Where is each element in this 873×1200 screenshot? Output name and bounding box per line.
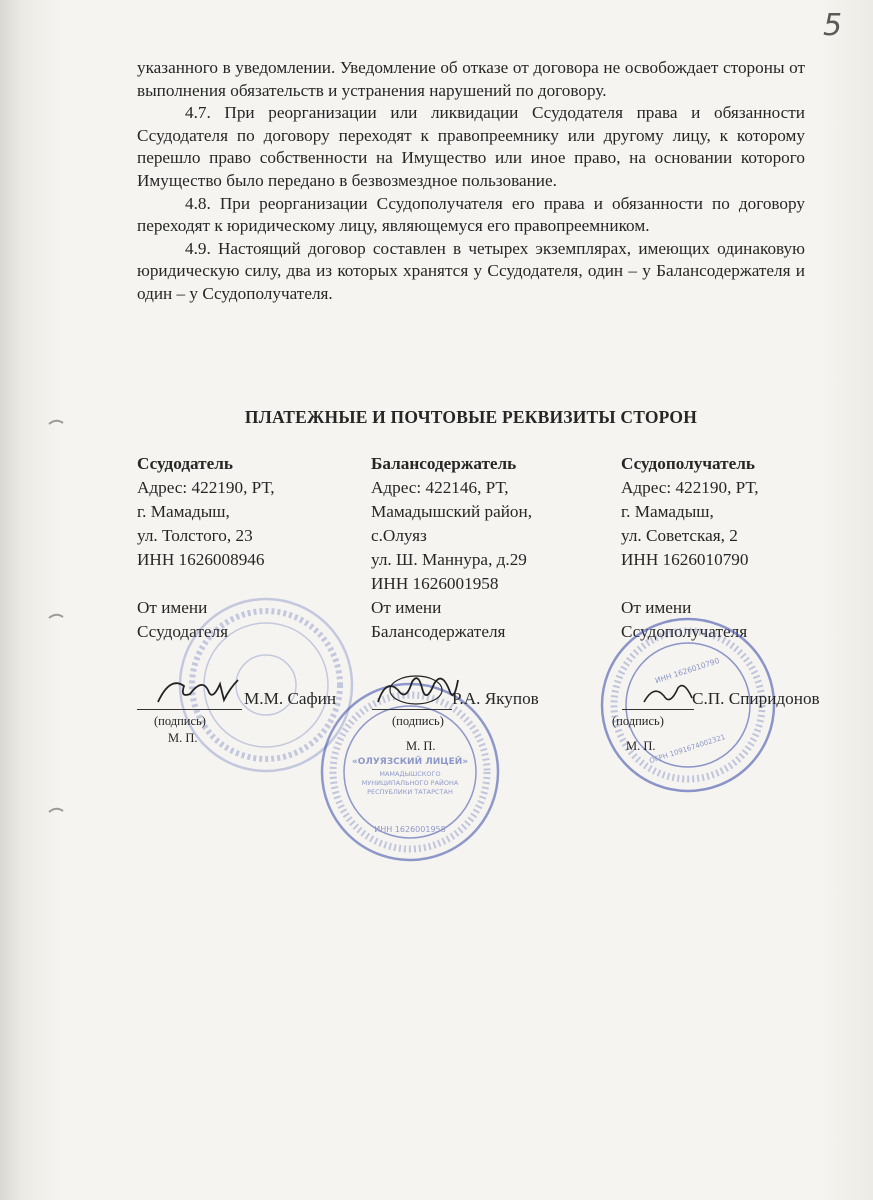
- seal-caption: М. П.: [626, 739, 656, 753]
- address-line: Адрес: 422146, РТ,: [371, 478, 509, 497]
- address-line: с.Олуяз: [371, 526, 427, 545]
- section-title: ПЛАТЕЖНЫЕ И ПОЧТОВЫЕ РЕКВИЗИТЫ СТОРОН: [244, 407, 698, 427]
- binding-hole-mark: [48, 418, 64, 428]
- party-role: Ссудодатель: [137, 454, 233, 473]
- binding-hole-mark: [48, 806, 64, 816]
- signatory-name: С.П. Спиридонов: [692, 689, 820, 708]
- on-behalf-line: Ссудодателя: [137, 622, 228, 641]
- party-role: Ссудополучатель: [621, 454, 755, 473]
- paragraph-continuation: указанного в уведомлении. Уведомление об отказе от договора не освобождает стороны от выполнения обязательств и устранения нарушений по договору.: [137, 58, 805, 100]
- on-behalf-line: Балансодержателя: [371, 622, 506, 641]
- inn-line: ИНН 1626010790: [621, 550, 749, 569]
- stamp-inn: ИНН 1626001958: [374, 825, 446, 834]
- signatory-name: М.М. Сафин: [244, 689, 337, 708]
- stamp-line: МУНИЦИПАЛЬНОГО РАЙОНА: [361, 779, 459, 787]
- page-number: 5: [823, 8, 843, 43]
- party-role: Балансодержатель: [371, 454, 517, 473]
- binding-hole-mark: [48, 612, 64, 622]
- on-behalf-line: От имени: [621, 598, 692, 617]
- address-line: Мамадышский район,: [371, 502, 533, 521]
- contract-body: [137, 57, 805, 306]
- stamp-ogrn: ОГРН 1091674002321: [648, 733, 727, 766]
- address-line: Адрес: 422190, РТ,: [621, 478, 759, 497]
- stamp-line: РЕСПУБЛИКИ ТАТАРСТАН: [367, 788, 453, 796]
- signature-caption: (подпись): [392, 714, 444, 728]
- address-line: ул. Толстого, 23: [137, 526, 253, 545]
- signatory-name: Р.А. Якупов: [452, 689, 539, 708]
- stamp-center-text: «ОЛУЯЗСКИЙ ЛИЦЕЙ»: [351, 757, 469, 767]
- address-line: г. Мамадыш,: [621, 502, 714, 521]
- paragraph-4-7: 4.7. При реорганизации или ликвидации Ссудодателя права и обязанности Ссудодателя по договору переходят к правопреемнику или другому лицу, к которому перешло право собственности на Имущество или иное право, на основании которого Имущество было передано в безвозмездное пользование.: [137, 103, 805, 190]
- signature-lender: [150, 672, 245, 714]
- stamp-inn: ИНН 1626010790: [653, 655, 721, 686]
- signature-balance-holder: [372, 668, 462, 714]
- address-line: г. Мамадыш,: [137, 502, 230, 521]
- address-line: ул. Советская, 2: [621, 526, 738, 545]
- on-behalf-line: От имени: [137, 598, 208, 617]
- signature-caption: (подпись): [612, 714, 664, 728]
- seal-caption: М. П.: [406, 739, 436, 753]
- paragraph-4-9: 4.9. Настоящий договор составлен в четырех экземплярах, имеющих одинаковую юридическую силу, два из которых хранятся у Ссудодателя, один – у Балансодержателя и один – у Ссудополучателя.: [137, 238, 805, 303]
- signature-borrower: [640, 676, 700, 712]
- stamp-line: МАМАДЫШСКОГО: [379, 770, 441, 778]
- inn-line: ИНН 1626001958: [371, 574, 499, 593]
- address-line: ул. Ш. Маннура, д.29: [371, 550, 527, 569]
- on-behalf-line: От имени: [371, 598, 442, 617]
- signature-caption: (подпись): [154, 714, 206, 728]
- inn-line: ИНН 1626008946: [137, 550, 265, 569]
- seal-caption: М. П.: [168, 731, 198, 745]
- party-balance-holder: [371, 452, 532, 644]
- on-behalf-line: Ссудополучателя: [621, 622, 748, 641]
- paragraph-4-8: 4.8. При реорганизации Ссудополучателя его права и обязанности по договору переходят к юридическому лицу, являющемуся его правопреемником.: [137, 193, 805, 236]
- address-line: Адрес: 422190, РТ,: [137, 478, 275, 497]
